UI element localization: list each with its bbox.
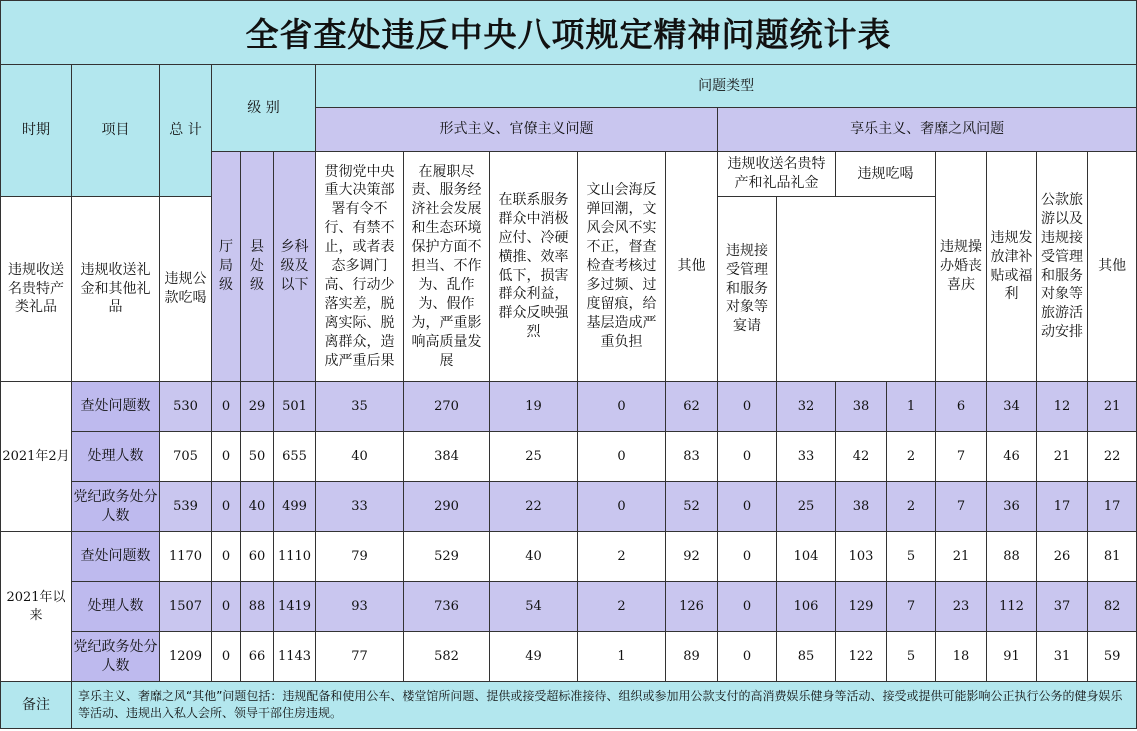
page-title: 全省查处违反中央八项规定精神问题统计表 — [0, 0, 1137, 65]
cell-value: 59 — [1088, 632, 1137, 682]
cell-value: 529 — [404, 532, 490, 582]
cell-value: 0 — [212, 582, 241, 632]
table-row — [1, 582, 1137, 632]
cell-value: 40 — [241, 482, 274, 532]
cell-value: 1 — [578, 632, 666, 682]
header-dining-public: 违规公款吃喝 — [160, 197, 212, 382]
cell-value: 88 — [241, 582, 274, 632]
cell-value: 0 — [718, 582, 777, 632]
header-formalism-other: 其他 — [666, 152, 718, 382]
cell-value: 38 — [836, 482, 887, 532]
cell-value: 126 — [666, 582, 718, 632]
cell-value: 89 — [666, 632, 718, 682]
header-level-ting: 厅局级 — [212, 152, 241, 382]
cell-value: 0 — [212, 532, 241, 582]
header-formalism-col-2: 在履职尽责、服务经济社会发展和生态环境保护方面不担当、不作为、乱作为、假作为，严重影响高质量发展 — [404, 152, 490, 382]
header-subsidies: 违规发放津补贴或福利 — [987, 152, 1037, 382]
cell-value: 7 — [936, 432, 987, 482]
cell-value: 0 — [212, 432, 241, 482]
cell-value: 270 — [404, 382, 490, 432]
cell-value: 25 — [777, 482, 836, 532]
cell-value: 31 — [1037, 632, 1088, 682]
cell-value: 655 — [274, 432, 316, 482]
cell-value: 88 — [987, 532, 1037, 582]
table-row — [1, 382, 1137, 432]
header-gift-money: 违规收送礼金和其他礼品 — [72, 197, 160, 382]
header-hedonism: 享乐主义、奢靡之风问题 — [718, 108, 1137, 152]
cell-value: 62 — [666, 382, 718, 432]
cell-value: 40 — [490, 532, 578, 582]
cell-value: 582 — [404, 632, 490, 682]
row-item-label: 党纪政务处分人数 — [72, 632, 160, 682]
cell-value: 18 — [936, 632, 987, 682]
header-weddings: 违规操办婚丧喜庆 — [936, 152, 987, 382]
cell-value: 29 — [241, 382, 274, 432]
cell-value: 81 — [1088, 532, 1137, 582]
cell-value: 35 — [316, 382, 404, 432]
cell-total: 705 — [160, 432, 212, 482]
cell-total: 539 — [160, 482, 212, 532]
header-dining-group: 违规吃喝 — [836, 152, 936, 197]
header-dining-banquet: 违规接受管理和服务对象等宴请 — [718, 197, 777, 382]
cell-value: 2 — [578, 532, 666, 582]
cell-value: 91 — [987, 632, 1037, 682]
period-label: 2021年以来 — [1, 532, 72, 682]
cell-value: 77 — [316, 632, 404, 682]
cell-value: 19 — [490, 382, 578, 432]
header-level-xian: 县处级 — [241, 152, 274, 382]
cell-value: 0 — [718, 382, 777, 432]
table-row — [1, 632, 1137, 682]
cell-value: 22 — [490, 482, 578, 532]
cell-value: 79 — [316, 532, 404, 582]
cell-value: 7 — [887, 582, 936, 632]
cell-total: 1507 — [160, 582, 212, 632]
cell-value: 54 — [490, 582, 578, 632]
cell-total: 1209 — [160, 632, 212, 682]
cell-value: 0 — [578, 482, 666, 532]
cell-value: 25 — [490, 432, 578, 482]
cell-value: 290 — [404, 482, 490, 532]
cell-value: 0 — [578, 432, 666, 482]
cell-value: 2 — [578, 582, 666, 632]
cell-value: 2 — [887, 432, 936, 482]
cell-value: 50 — [241, 432, 274, 482]
cell-value: 36 — [987, 482, 1037, 532]
cell-value: 60 — [241, 532, 274, 582]
cell-value: 52 — [666, 482, 718, 532]
cell-value: 0 — [718, 632, 777, 682]
cell-value: 1143 — [274, 632, 316, 682]
cell-total: 530 — [160, 382, 212, 432]
cell-value: 122 — [836, 632, 887, 682]
cell-value: 384 — [404, 432, 490, 482]
header-level: 级 别 — [212, 65, 316, 152]
table-row — [1, 432, 1137, 482]
header-travel: 公款旅游以及违规接受管理和服务对象等旅游活动安排 — [1037, 152, 1088, 382]
cell-value: 83 — [666, 432, 718, 482]
cell-value: 6 — [936, 382, 987, 432]
cell-value: 0 — [718, 532, 777, 582]
table-row — [1, 532, 1137, 582]
header-item: 项目 — [72, 65, 160, 197]
row-item-label: 处理人数 — [72, 582, 160, 632]
cell-value: 26 — [1037, 532, 1088, 582]
row-item-label: 处理人数 — [72, 432, 160, 482]
row-item-label: 查处问题数 — [72, 382, 160, 432]
cell-value: 499 — [274, 482, 316, 532]
row-item-label: 党纪政务处分人数 — [72, 482, 160, 532]
table-row — [1, 482, 1137, 532]
header-gift-specialty: 违规收送名贵特产类礼品 — [1, 197, 72, 382]
cell-value: 82 — [1088, 582, 1137, 632]
cell-value: 21 — [936, 532, 987, 582]
cell-value: 66 — [241, 632, 274, 682]
footer-label: 备注 — [1, 682, 72, 729]
cell-value: 0 — [718, 432, 777, 482]
cell-value: 501 — [274, 382, 316, 432]
header-gift-group: 违规收送名贵特产和礼品礼金 — [718, 152, 836, 197]
cell-value: 92 — [666, 532, 718, 582]
header-formalism-col-4: 文山会海反弹回潮，文风会风不实不正，督查检查考核过多过频、过度留痕，给基层造成严重负担 — [578, 152, 666, 382]
cell-value: 34 — [987, 382, 1037, 432]
cell-value: 46 — [987, 432, 1037, 482]
cell-value: 32 — [777, 382, 836, 432]
header-level-xiang: 乡科级及以下 — [274, 152, 316, 382]
cell-value: 12 — [1037, 382, 1088, 432]
cell-value: 0 — [212, 482, 241, 532]
row-item-label: 查处问题数 — [72, 532, 160, 582]
cell-value: 0 — [212, 632, 241, 682]
cell-value: 17 — [1037, 482, 1088, 532]
cell-value: 106 — [777, 582, 836, 632]
cell-value: 0 — [578, 382, 666, 432]
cell-value: 93 — [316, 582, 404, 632]
cell-value: 5 — [887, 632, 936, 682]
header-formalism-col-3: 在联系服务群众中消极应付、冷硬横推、效率低下，损害群众利益，群众反映强烈 — [490, 152, 578, 382]
statistics-table — [0, 64, 1137, 729]
cell-value: 49 — [490, 632, 578, 682]
cell-value: 2 — [887, 482, 936, 532]
header-problem-type: 问题类型 — [316, 65, 1137, 108]
cell-value: 22 — [1088, 432, 1137, 482]
cell-value: 129 — [836, 582, 887, 632]
cell-value: 0 — [718, 482, 777, 532]
cell-value: 17 — [1088, 482, 1137, 532]
cell-value: 736 — [404, 582, 490, 632]
cell-value: 0 — [212, 382, 241, 432]
header-formalism-col-1: 贯彻党中央重大决策部署有令不行、有禁不止，或者表态多调门高、行动少落实差，脱离实际、脱离群众，造成严重后果 — [316, 152, 404, 382]
cell-value: 42 — [836, 432, 887, 482]
cell-value: 23 — [936, 582, 987, 632]
header-formalism: 形式主义、官僚主义问题 — [316, 108, 718, 152]
cell-value: 7 — [936, 482, 987, 532]
cell-value: 85 — [777, 632, 836, 682]
footer-note: 享乐主义、奢靡之风“其他”问题包括：违规配备和使用公车、楼堂馆所问题、提供或接受超标准接待、组织或参加用公款支付的高消费娱乐健身等活动、接受或提供可能影响公正执行公务的健身娱乐等活动、违规出入私人会所、领导干部住房违规。 — [72, 682, 1137, 729]
cell-value: 21 — [1088, 382, 1137, 432]
cell-value: 112 — [987, 582, 1037, 632]
cell-total: 1170 — [160, 532, 212, 582]
cell-value: 104 — [777, 532, 836, 582]
cell-value: 103 — [836, 532, 887, 582]
cell-value: 37 — [1037, 582, 1088, 632]
cell-value: 40 — [316, 432, 404, 482]
header-hedonism-other: 其他 — [1088, 152, 1137, 382]
cell-value: 21 — [1037, 432, 1088, 482]
cell-value: 1 — [887, 382, 936, 432]
cell-value: 1110 — [274, 532, 316, 582]
cell-value: 38 — [836, 382, 887, 432]
header-total: 总 计 — [160, 65, 212, 197]
cell-value: 33 — [777, 432, 836, 482]
cell-value: 33 — [316, 482, 404, 532]
period-label: 2021年2月 — [1, 382, 72, 532]
header-period: 时期 — [1, 65, 72, 197]
cell-value: 5 — [887, 532, 936, 582]
cell-value: 1419 — [274, 582, 316, 632]
